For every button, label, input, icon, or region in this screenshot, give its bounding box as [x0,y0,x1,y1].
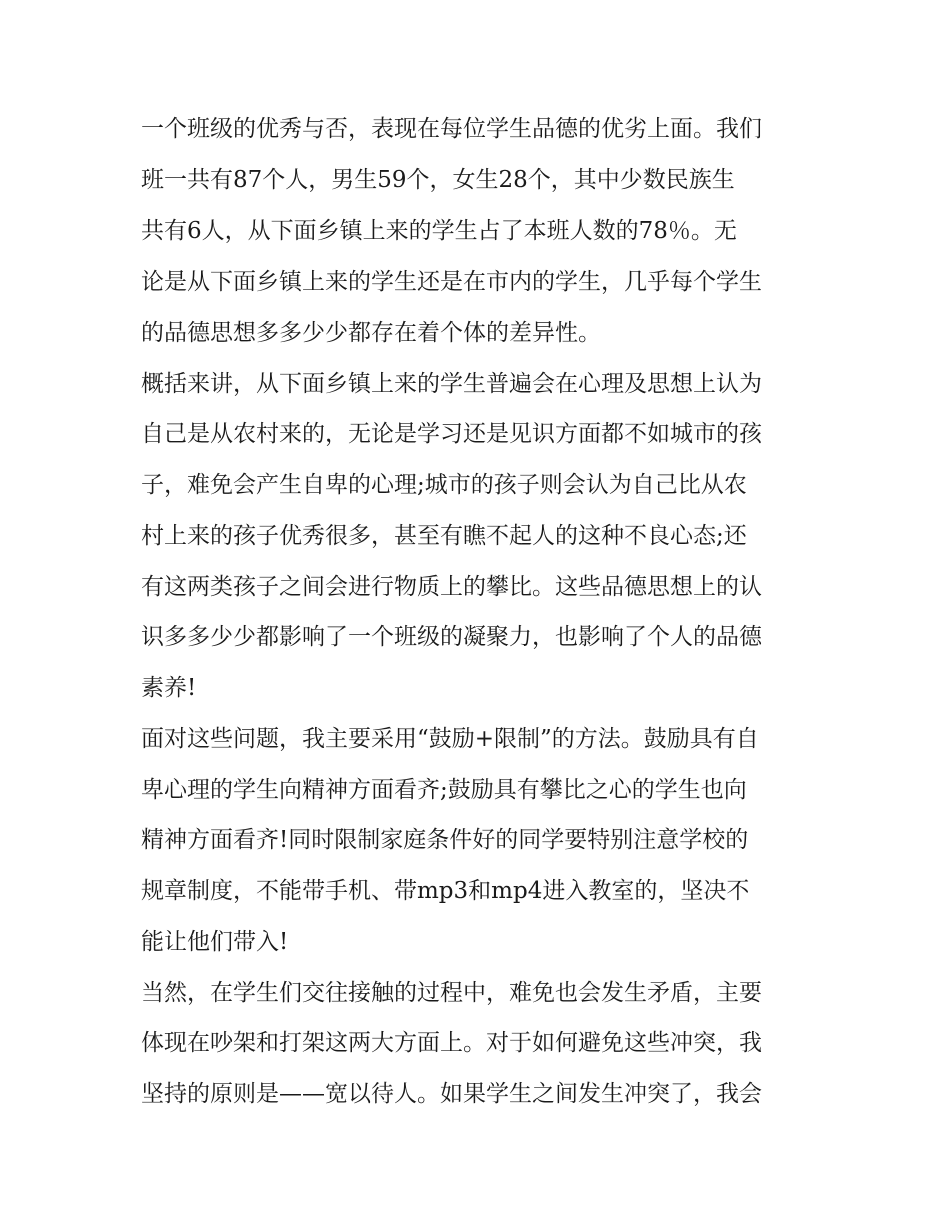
text-line: 识多多少少都影响了一个班级的凝聚力，也影响了个人的品德 [141,624,762,650]
text-line: 精神方面看齐!同时限制家庭条件好的同学要特别注意学校的 [141,827,749,853]
text-line: 当然，在学生们交往接触的过程中，难免也会发生矛盾，主要 [141,980,762,1006]
text-line: 论是从下面乡镇上来的学生还是在市内的学生，几乎每个学生 [141,269,762,295]
text-line: 概括来讲，从下面乡镇上来的学生普遍会在心理及思想上认为 [141,371,762,397]
text-line: 有这两类孩子之间会进行物质上的攀比。这些品德思想上的认 [141,574,762,600]
text-line: 卑心理的学生向精神方面看齐;鼓励具有攀比之心的学生也向 [141,777,747,803]
text-line: 共有6人，从下面乡镇上来的学生占了本班人数的78％。无 [141,218,737,244]
text-line: 能让他们带入! [141,929,289,955]
text-line: 坚持的原则是——宽以待人。如果学生之间发生冲突了，我会 [141,1081,762,1107]
text-line: 素养! [141,675,197,701]
text-line: 自己是从农村来的，无论是学习还是见识方面都不如城市的孩 [141,421,762,447]
text-line: 一个班级的优秀与否，表现在每位学生品德的优劣上面。我们 [141,116,762,142]
text-line: 班一共有87个人，男生59个，女生28个，其中少数民族生 [141,167,735,193]
text-line: 村上来的孩子优秀很多，甚至有瞧不起人的这种不良心态;还 [141,523,747,549]
text-line: 规章制度，不能带手机、带mp3和mp4进入教室的，坚决不 [141,878,750,904]
text-line: 的品德思想多多少少都存在着个体的差异性。 [141,320,601,346]
text-line: 体现在吵架和打架这两大方面上。对于如何避免这些冲突，我 [141,1030,762,1056]
text-line: 子，难免会产生自卑的心理;城市的孩子则会认为自己比从农 [141,472,747,498]
text-line: 面对这些问题，我主要采用“鼓励+限制”的方法。鼓励具有自 [141,726,759,752]
